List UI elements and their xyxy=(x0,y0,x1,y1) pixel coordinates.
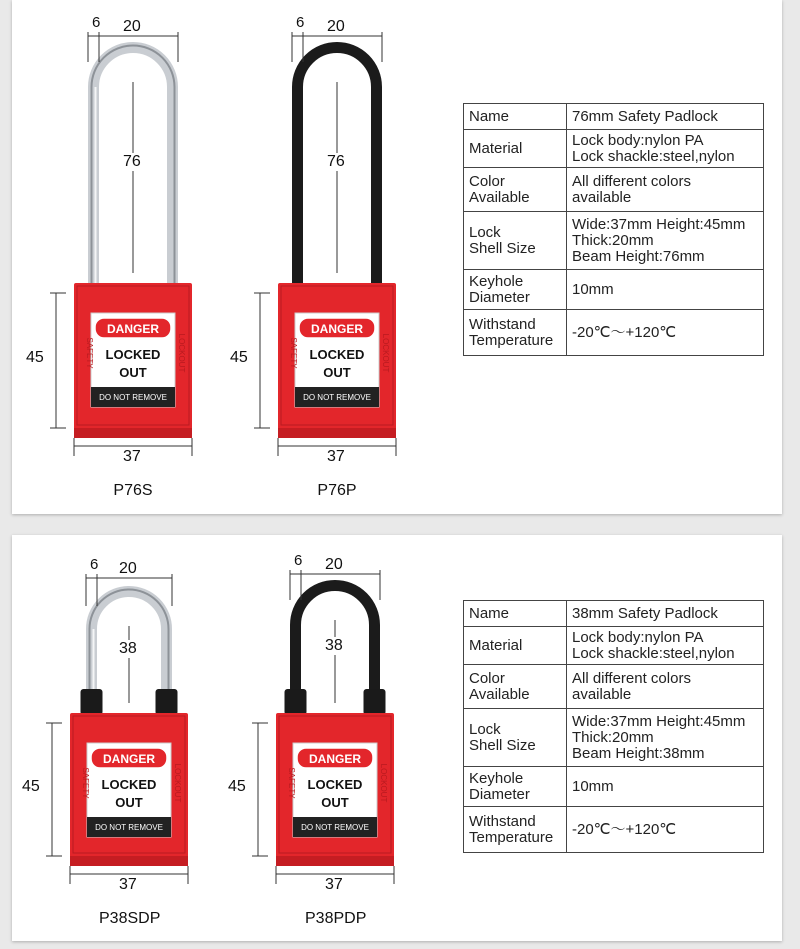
remove-text: DO NOT REMOVE xyxy=(301,823,369,832)
spec-key: Name xyxy=(464,601,567,627)
spec-key: Withstand Temperature xyxy=(464,310,567,356)
dim-shackle-gap: 20 xyxy=(325,556,343,573)
spec-value: -20℃～+120℃ xyxy=(567,310,764,356)
dim-shackle-thickness: 6 xyxy=(296,14,305,31)
side-text-right: LOCKOUT xyxy=(177,333,186,373)
locked-text: LOCKED xyxy=(101,777,157,792)
spec-value: Wide:37mm Height:45mm Thick:20mm Beam Height:38mm xyxy=(567,709,764,767)
danger-text: DANGER xyxy=(310,322,364,336)
dim-shackle-height: 76 xyxy=(327,152,345,170)
spec-value: Wide:37mm Height:45mm Thick:20mm Beam Height:76mm xyxy=(567,212,764,270)
spec-key: Keyhole Diameter xyxy=(464,767,567,807)
spec-value: Lock body:nylon PA Lock shackle:steel,nylon xyxy=(567,130,764,168)
spec-key: Withstand Temperature xyxy=(464,807,567,853)
danger-text: DANGER xyxy=(308,752,362,766)
spec-value: 10mm xyxy=(567,270,764,310)
dim-body-width: 37 xyxy=(119,876,137,893)
shackle-boot xyxy=(285,689,307,715)
spec-key: Material xyxy=(464,627,567,665)
side-text-right: LOCKOUT xyxy=(173,763,182,803)
model-name: P38PDP xyxy=(305,910,367,927)
spec-key: Color Available xyxy=(464,665,567,709)
spec-value: 38mm Safety Padlock xyxy=(567,601,764,627)
spec-key: Material xyxy=(464,130,567,168)
out-text: OUT xyxy=(119,365,147,380)
dim-shackle-gap: 20 xyxy=(327,18,345,35)
locked-text: LOCKED xyxy=(307,777,363,792)
dim-body-height: 45 xyxy=(228,777,246,795)
spec-value: Lock body:nylon PA Lock shackle:steel,nylon xyxy=(567,627,764,665)
spec-key: Color Available xyxy=(464,168,567,212)
locked-text: LOCKED xyxy=(105,347,161,362)
dim-body-height: 45 xyxy=(26,348,44,366)
out-text: OUT xyxy=(321,795,349,810)
dim-shackle-height: 38 xyxy=(119,639,137,657)
dim-body-height: 45 xyxy=(22,777,40,795)
dim-body-height: 45 xyxy=(230,348,248,366)
spec-key: Lock Shell Size xyxy=(464,709,567,767)
dim-body-width: 37 xyxy=(327,448,345,465)
side-text-left: SAFETY xyxy=(81,767,90,799)
model-name: P38SDP xyxy=(99,910,161,927)
locked-text: LOCKED xyxy=(309,347,365,362)
spec-value: All different colors available xyxy=(567,665,764,709)
dim-shackle-thickness: 6 xyxy=(90,556,99,573)
dim-shackle-height: 76 xyxy=(123,152,141,170)
side-text-right: LOCKOUT xyxy=(381,333,390,373)
spec-key: Lock Shell Size xyxy=(464,212,567,270)
out-text: OUT xyxy=(115,795,143,810)
shackle-boot xyxy=(364,689,386,715)
spec-value: -20℃～+120℃ xyxy=(567,807,764,853)
danger-text: DANGER xyxy=(106,322,160,336)
spec-key: Keyhole Diameter xyxy=(464,270,567,310)
remove-text: DO NOT REMOVE xyxy=(99,393,167,402)
dim-shackle-height: 38 xyxy=(325,636,343,654)
dim-shackle-gap: 20 xyxy=(123,18,141,35)
side-text-left: SAFETY xyxy=(289,337,298,369)
spec-value: All different colors available xyxy=(567,168,764,212)
model-name: P76P xyxy=(317,482,357,499)
dim-body-width: 37 xyxy=(123,448,141,465)
dim-body-width: 37 xyxy=(325,876,343,893)
spec-value: 10mm xyxy=(567,767,764,807)
spec-key: Name xyxy=(464,104,567,130)
dim-shackle-gap: 20 xyxy=(119,560,137,577)
out-text: OUT xyxy=(323,365,351,380)
dim-shackle-thickness: 6 xyxy=(92,14,101,31)
remove-text: DO NOT REMOVE xyxy=(303,393,371,402)
remove-text: DO NOT REMOVE xyxy=(95,823,163,832)
side-text-left: SAFETY xyxy=(85,337,94,369)
side-text-left: SAFETY xyxy=(287,767,296,799)
model-name: P76S xyxy=(113,482,153,499)
dim-shackle-thickness: 6 xyxy=(294,552,303,569)
danger-text: DANGER xyxy=(102,752,156,766)
side-text-right: LOCKOUT xyxy=(379,763,388,803)
spec-value: 76mm Safety Padlock xyxy=(567,104,764,130)
